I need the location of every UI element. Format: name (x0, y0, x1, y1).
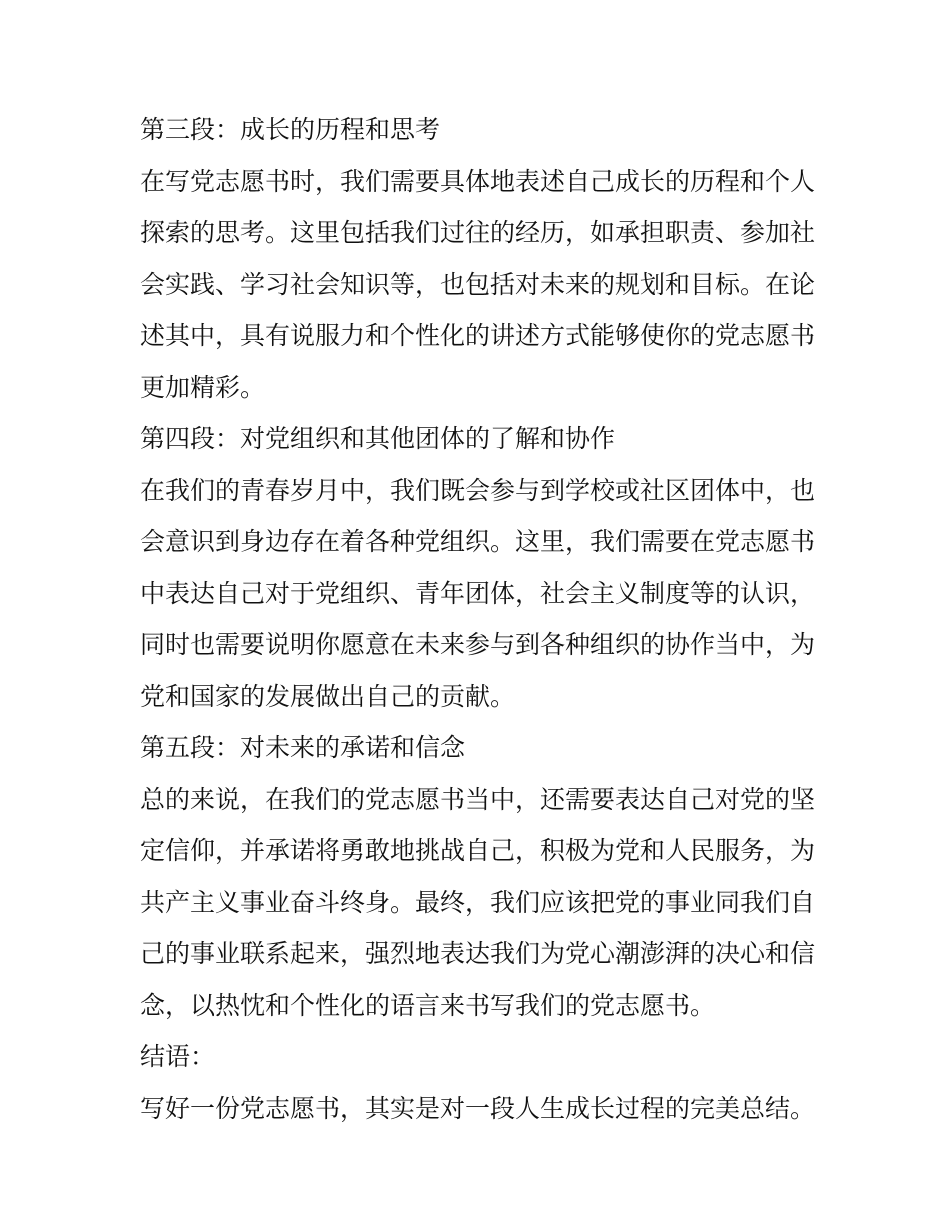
paragraph-line: 同时也需要说明你愿意在未来参与到各种组织的协作当中，为 (140, 630, 816, 659)
section-heading-3: 第三段：成长的历程和思考 (140, 115, 441, 144)
paragraph-line: 会意识到身边存在着各种党组织。这里，我们需要在党志愿书 (140, 527, 816, 556)
section-heading-4: 第四段：对党组织和其他团体的了解和协作 (140, 424, 616, 453)
paragraph-line: 在写党志愿书时，我们需要具体地表述自己成长的历程和个人 (140, 166, 816, 196)
paragraph-line: 己的事业联系起来，强烈地表达我们为党心潮澎湃的决心和信 (140, 939, 816, 968)
section-heading-5: 第五段：对未来的承诺和信念 (140, 733, 466, 762)
paragraph-line: 在我们的青春岁月中，我们既会参与到学校或社区团体中，也 (140, 475, 816, 505)
paragraph-line: 共产主义事业奋斗终身。最终，我们应该把党的事业同我们自 (140, 887, 816, 917)
paragraph-line: 会实践、学习社会知识等，也包括对未来的规划和目标。在论 (140, 269, 816, 299)
paragraph-line: 探索的思考。这里包括我们过往的经历，如承担职责、参加社 (140, 218, 816, 247)
paragraph-line: 更加精彩。 (140, 372, 266, 402)
paragraph-line: 写好一份党志愿书，其实是对一段人生成长过程的完美总结。 (140, 1093, 816, 1123)
paragraph-line: 念，以热忱和个性化的语言来书写我们的党志愿书。 (140, 990, 716, 1020)
paragraph-line: 中表达自己对于党组织、青年团体，社会主义制度等的认识， (140, 578, 816, 608)
paragraph-line: 党和国家的发展做出自己的贡献。 (140, 681, 516, 711)
paragraph-line: 定信仰，并承诺将勇敢地挑战自己，积极为党和人民服务，为 (140, 836, 816, 865)
paragraph-line: 述其中，具有说服力和个性化的讲述方式能够使你的党志愿书 (140, 321, 816, 350)
document-body (140, 104, 820, 1134)
paragraph-line: 总的来说，在我们的党志愿书当中，还需要表达自己对党的坚 (140, 784, 816, 814)
conclusion-heading: 结语： (140, 1042, 216, 1071)
